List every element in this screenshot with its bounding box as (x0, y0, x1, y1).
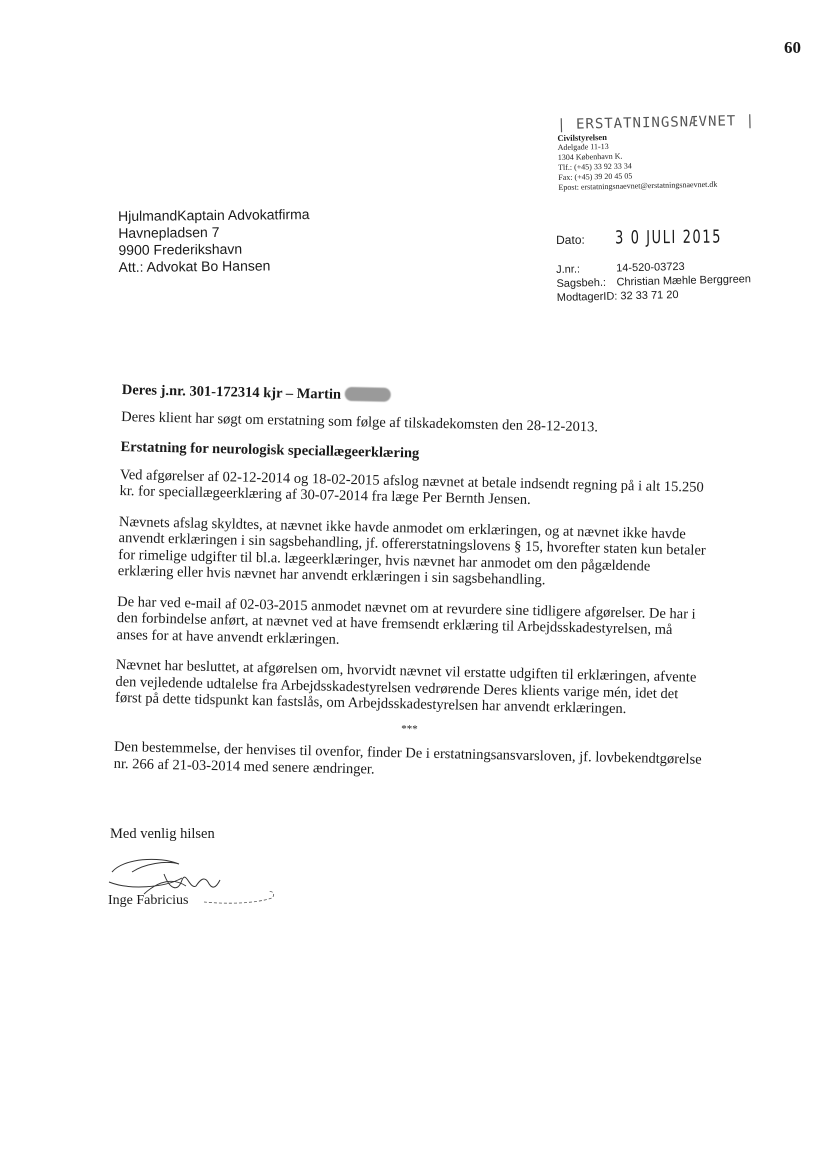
recipient-line: Att.: Advokat Bo Hansen (118, 257, 271, 275)
paragraph-4: Nævnet har besluttet, at afgørelsen om, hvorvidt nævnet vil erstatte udgiften til erklæringen, afvente den vejledende udtalelse fra Arbejdsskadestyrelsen vedrørende Deres klients varige mén, idet det først på dette tidspunkt kan fastslås, om Arbejdsskadestyrelsen har anvendt erklæringen. (114, 656, 697, 718)
reference-text: Deres j.nr. 301-172314 kjr – Martin (121, 382, 342, 403)
caseworker-label: Sagsbeh.: (556, 276, 607, 290)
page-number: 60 (784, 38, 801, 57)
date-block (556, 226, 749, 249)
letterhead-fax: Fax: (+45) 39 20 45 05 (558, 171, 633, 182)
letterhead-address2: 1304 København K. (557, 151, 623, 162)
caseworker: Christian Mæhle Berggreen (616, 273, 752, 289)
intro-paragraph: Deres klient har søgt om erstatning som følge af tilskadekomsten den 28-12-2013. (121, 408, 599, 435)
letterhead-brand: | ERSTATNINGSNÆVNET | (557, 112, 756, 133)
date-stamp: 3 0 JULI 2015 (614, 226, 723, 249)
separator: *** (401, 722, 418, 736)
case-meta (556, 258, 751, 305)
paragraph-5: Den bestemmelse, der henvises til ovenfor, finder De i erstatningsansvarsloven, jf. lovbekendtgørelse nr. 266 af 21-03-2014 med senere ændringer. (113, 738, 702, 778)
letterhead-phone: Tlf.: (+45) 33 92 33 34 (557, 161, 632, 172)
letterhead-organization: Civilstyrelsen (557, 131, 607, 143)
recipient-line: HjulmandKaptain Advokatfirma (118, 205, 310, 224)
date-label: Dato: (556, 232, 585, 247)
letterhead-email: Epost: erstatningsnaevnet@erstatningsnaevnet.dk (558, 179, 718, 192)
case-number: 14-520-03723 (616, 260, 685, 275)
recipient-address (118, 206, 310, 276)
closing: Med venlig hilsen (110, 826, 215, 842)
paragraph-2: Nævnets afslag skyldtes, at nævnet ikke havde anmodet om erklæringen, og at nævnet ikke havde anvendt erklæringen i sin sagsbehandling, jf. offererstatningslovens § 15, hvorefter staten kun betaler for rimelige udgifter til bl.a. lægeerklæringer, hvis nævnet har anmodet om den pågældende erklæring eller hvis nævnet har anvendt erklæringen i sin sagsbehandling. (117, 513, 706, 589)
receiver-id: ModtagerID: 32 33 71 20 (556, 289, 679, 304)
recipient-line: Havnepladsen 7 (118, 223, 220, 241)
redaction-mark (345, 387, 391, 402)
paragraph-3: De har ved e-mail af 02-03-2015 anmodet nævnet om at revurdere sine tidligere afgørelser. De har i den forbindelse anført, at nævnet ved at have fremsendt erklæring til Arbejdsskadestyrelsen, må anses for at have anvendt erklæringen. (116, 593, 696, 648)
recipient-line: 9900 Frederikshavn (118, 240, 243, 258)
paragraph-1: Ved afgørelser af 02-12-2014 og 18-02-2015 afslog nævnet at betale indsendt regning på i alt 15.250 kr. for speciallægeerklæring af 30-07-2014 fra læge Per Bernth Jensen. (119, 466, 704, 508)
signer-name: Inge Fabricius (108, 893, 189, 908)
case-number-label: J.nr.: (556, 263, 581, 276)
section-heading: Erstatning for neurologisk speciallægeerklæring (120, 438, 420, 462)
letterhead-address1: Adelgade 11-13 (557, 141, 609, 152)
reference-line (122, 382, 712, 411)
letterhead (557, 113, 757, 193)
letter-body (113, 382, 712, 799)
